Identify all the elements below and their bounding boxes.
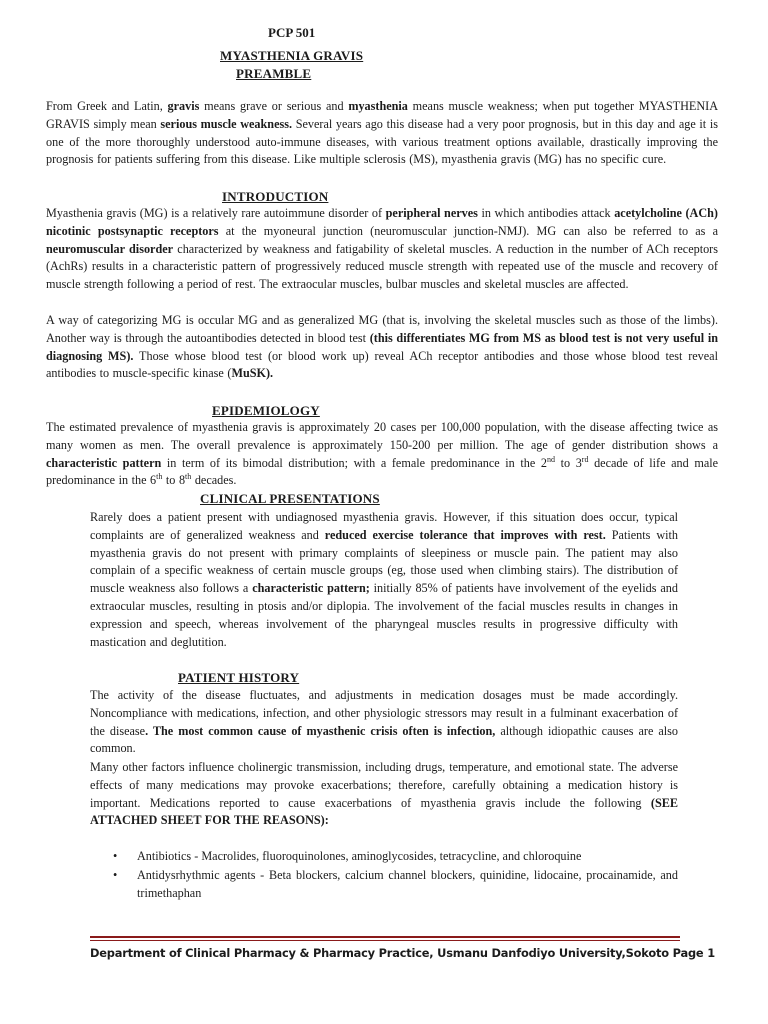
bold-term: characteristic pattern — [46, 455, 162, 470]
text-run: means muscle weakness; when put together MYASTHENIA GRAVIS simply mean — [46, 99, 718, 131]
bold-term: reduced exercise tolerance that improves with rest. — [324, 527, 606, 542]
page-footer: Department of Clinical Pharmacy & Pharmacy Practice, Usmanu Danfodiyo University,Sokoto Page 1 — [90, 946, 715, 960]
bullet-icon: • — [113, 867, 118, 882]
bold-term: (this differentiates MG from MS as blood test is not very useful in diagnosing MS). — [46, 330, 719, 363]
bold-term: acetylcholine (ACh) nicotinic postsynaptic receptors — [46, 206, 718, 238]
history-paragraph-2 — [90, 759, 678, 830]
clinical-presentations-heading: CLINICAL PRESENTATIONS — [200, 491, 380, 506]
text-run: Several years ago this disease had a very poor prognosis, but in this day and age it is one of the more thoroughly understood auto-immune diseases, with various treatment options available, drastically improving the prognosis for patients suffering from this disease. Like multiple sclerosis (MS), myasthenia gravis (MG) has no specific cure. — [46, 116, 718, 167]
epidemiology-heading: EPIDEMIOLOGY — [212, 403, 320, 418]
bold-term: serious muscle weakness. — [160, 116, 293, 131]
ordinal-suffix: rd — [581, 454, 589, 464]
list-item-text: Antidysrhythmic agents - Beta blockers, calcium channel blockers, quinidine, lidocaine, procainamide, and trimethaphan — [137, 867, 678, 900]
patient-history-heading: PATIENT HISTORY — [178, 670, 300, 685]
list-item — [113, 848, 678, 866]
text-run: The activity of the disease fluctuates, and adjustments in medication dosages must be made accordingly. Noncompliance with medications, infection, and other physiologic stressors may result in a fulminant exacerbation of the disease — [90, 688, 678, 738]
introduction-paragraph-2 — [46, 312, 718, 383]
epidemiology-paragraph — [46, 419, 718, 490]
bold-term: gravis — [167, 99, 200, 113]
ordinal-suffix: th — [185, 472, 192, 482]
text-run: in term of its bimodal distribution; with a female predominance in the 2 — [161, 455, 547, 470]
text-run: characterized by weakness and fatigability of skeletal muscles. A reduction in the number of ACh receptors (AchRs) results in a characteristic pattern of progressively reduced muscle strength with repeated use of the muscle and recovery of muscle strength following a period of rest. The extraocular muscles, bulbar muscles and skeletal muscles are affected. — [46, 241, 718, 292]
introduction-paragraph-1 — [46, 205, 718, 294]
text-run: Patients with myasthenia gravis do not present with primary complaints of sleepiness or muscle pain. The patient may also complain of a specific weakness of certain muscle groups (eg, those used when climbing stairs). The distribution of muscle weakness also follows a — [90, 527, 678, 596]
list-item — [113, 867, 678, 903]
text-run: Myasthenia gravis (MG) is a relatively rare autoimmune disorder of — [46, 206, 386, 220]
preamble-paragraph — [46, 98, 718, 169]
ordinal-suffix: nd — [546, 454, 555, 464]
bold-term: peripheral nerves — [385, 206, 478, 220]
text-run: A way of categorizing MG is occular MG and as generalized MG (that is, involving the skeletal muscles such as those of the limbs). Another way is through the autoantibodies detected in blood test — [46, 313, 718, 345]
bold-term: neuromuscular disorder — [46, 241, 174, 256]
history-paragraph-1 — [90, 687, 678, 758]
footer-divider — [90, 936, 680, 938]
preamble-heading: PREAMBLE — [236, 66, 312, 81]
text-run: decade of life and male predominance in the 6 — [46, 455, 719, 488]
list-item-text: Antibiotics - Macrolides, fluoroquinolones, aminoglycosides, tetracycline, and chloroquine — [137, 849, 582, 863]
text-run: From Greek and Latin, — [46, 99, 168, 113]
document-title: MYASTHENIA GRAVIS — [220, 48, 364, 63]
course-code: PCP 501 — [268, 25, 316, 40]
bold-term: (SEE ATTACHED SHEET FOR THE REASONS): — [90, 795, 678, 828]
bold-term: myasthenia — [348, 99, 408, 113]
bold-term: MuSK). — [231, 366, 274, 381]
text-run: to 8 — [162, 473, 186, 488]
introduction-heading: INTRODUCTION — [222, 189, 329, 204]
text-run: means grave or serious and — [199, 99, 349, 113]
text-run: initially 85% of patients have involvement of the eyelids and extraocular muscles, resulting in ptosis and/or diplopia. The involvement of the facial muscles results in changes in expression and speech, whereas involvement of the pharyngeal muscles results in progressive difficulty with mastication and deglutition. — [90, 581, 678, 649]
medication-list — [113, 848, 678, 902]
text-run: to 3 — [554, 455, 582, 470]
text-run: Those whose blood test (or blood work up) reveal ACh receptor antibodies and those whose blood test reveal antibodies to muscle-specific kinase ( — [46, 348, 718, 381]
text-run: at the myoneural junction (neuromuscular junction-NMJ). MG can also be referred to as a — [218, 223, 719, 238]
bullet-icon: • — [113, 849, 118, 863]
bold-term: characteristic pattern; — [252, 581, 370, 596]
text-run: decades. — [191, 473, 237, 488]
text-run: in which antibodies attack — [477, 206, 615, 220]
clinical-paragraph — [90, 509, 678, 651]
text-run: The estimated prevalence of myasthenia gravis is approximately 20 cases per 100,000 population, with the disease affecting twice as many women as men. The overall prevalence is approximately 150-200 per million. The age of gender distribution shows a — [46, 420, 718, 452]
ordinal-suffix: th — [156, 472, 163, 482]
footer-divider — [90, 940, 680, 941]
text-run: Rarely does a patient present with undiagnosed myasthenia gravis. However, if this situation does occur, typical complaints are of generalized weakness and — [90, 510, 678, 542]
text-run: Many other factors influence cholinergic transmission, including drugs, temperature, and emotional state. The adverse effects of many medications may provoke exacerbations; therefore, carefully obtaining a medication history is important. Medications reported to cause exacerbations of myasthenia gravis include the following — [90, 760, 678, 810]
bold-term: . The most common cause of myasthenic crisis often is infection, — [145, 723, 496, 738]
text-run: although idiopathic causes are also common. — [90, 723, 678, 756]
